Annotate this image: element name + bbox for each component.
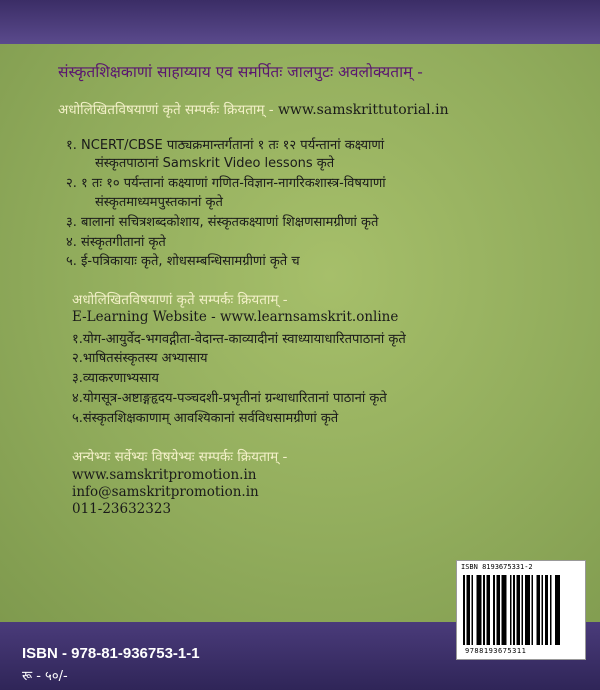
section2-item-5: ५.संस्कृतशिक्षकाणाम् आवश्यिकानां सर्वविधसामग्रीणां कृते (72, 411, 339, 426)
header-line: संस्कृतशिक्षकाणां साहाय्याय एव समर्पितः जालपुटः अवलोक्यताम् - (58, 63, 423, 81)
section2-item-1: १.योग-आयुर्वेद-भगवद्गीता-वेदान्त-काव्यादीनां स्वाध्यायाधारितपाठानां कृते (72, 332, 406, 347)
section1-item-5: ५. ई-पत्रिकायाः कृते, शोधसम्बन्धिसामग्रीणां कृते च (66, 254, 300, 269)
section2-item-2: २.भाषितसंस्कृतस्य अभ्यासाय (72, 351, 208, 366)
section2-site-link[interactable]: E-Learning Website - www.learnsamskrit.online (72, 309, 399, 325)
barcode-number: 9788193675311 (465, 647, 527, 655)
section2-title: अधोलिखितविषयाणां कृते सम्पर्कः क्रियताम् - (72, 292, 288, 308)
barcode-bars (463, 575, 581, 645)
price-text: रू - ५०/- (22, 669, 68, 684)
barcode-top-text: ISBN 8193675331-2 (461, 563, 533, 571)
section3-email-link[interactable]: info@samskritpromotion.in (72, 484, 259, 500)
section1-item-1: १. NCERT/CBSE पाठ्यक्रमान्तर्गतानां १ तः १२ पर्यन्तानां कक्ष्याणां (66, 138, 385, 153)
top-color-band (0, 0, 600, 44)
section3-website-link[interactable]: www.samskritpromotion.in (72, 467, 257, 483)
section1-item-3: ३. बालानां सचित्रशब्दकोशाय, संस्कृतकक्ष्याणां शिक्षणसामग्रीणां कृते (66, 215, 379, 230)
section1-item-2-cont: संस्कृतमाध्यमपुस्तकानां कृते (95, 195, 223, 210)
section1-item-4: ४. संस्कृतगीतानां कृते (66, 235, 166, 250)
section1-item-2: २. १ तः १० पर्यन्तानां कक्ष्याणां गणित-विज्ञान-नागरिकशास्त्र-विषयाणां (66, 176, 386, 191)
section2-item-3: ३.व्याकरणाभ्यसाय (72, 371, 159, 386)
section2-item-4: ४.योगसूत्र-अष्टाङ्गहृदय-पञ्चदशी-प्रभृतीनां ग्रन्थाधारितानां पाठानां कृते (72, 391, 387, 406)
section1-item-1-cont: संस्कृतपाठानां Samskrit Video lessons कृते (95, 156, 335, 171)
section1-title-text: अधोलिखितविषयाणां कृते सम्पर्कः क्रियताम् - (58, 102, 274, 118)
section3-title: अन्येभ्यः सर्वेभ्यः विषयेभ्यः सम्पर्कः क्रियताम् - (72, 449, 288, 465)
isbn-barcode (456, 560, 586, 660)
section3-phone: 011-23632323 (72, 501, 172, 517)
section1-title (58, 100, 449, 118)
section1-site-link[interactable]: www.samskrittutorial.in (277, 102, 449, 118)
isbn-text: ISBN - 978-81-936753-1-1 (22, 645, 200, 662)
